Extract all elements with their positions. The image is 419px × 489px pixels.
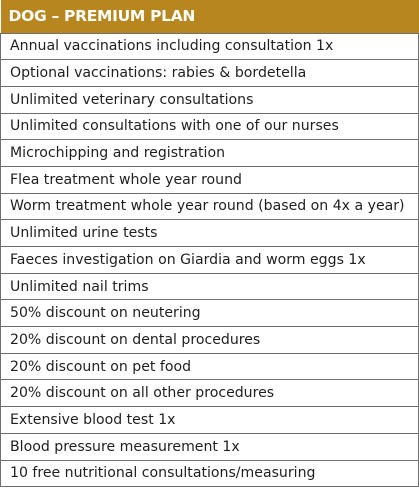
plan-item: Extensive blood test 1x (1, 407, 419, 434)
plan-item: 20% discount on dental procedures (1, 327, 419, 354)
plan-item: Unlimited urine tests (1, 220, 419, 247)
plan-item-row (1, 327, 419, 354)
plan-item: 20% discount on pet food (1, 353, 419, 380)
plan-item: 10 free nutritional consultations/measuring (1, 460, 419, 487)
plan-item-row (1, 140, 419, 167)
plan-item: Worm treatment whole year round (based on 4x a year) (1, 193, 419, 220)
plan-item-row (1, 193, 419, 220)
plan-item: Annual vaccinations including consultation 1x (1, 33, 419, 60)
plan-item-row (1, 407, 419, 434)
plan-item: Optional vaccinations: rabies & bordetella (1, 60, 419, 87)
plan-item: 20% discount on all other procedures (1, 380, 419, 407)
plan-item-row (1, 273, 419, 300)
plan-header-row (1, 0, 419, 33)
plan-item: Flea treatment whole year round (1, 166, 419, 193)
plan-item-row (1, 380, 419, 407)
plan-item-row (1, 86, 419, 113)
plan-item-row (1, 33, 419, 60)
plan-item-row (1, 166, 419, 193)
plan-item: Unlimited nail trims (1, 273, 419, 300)
plan-title: DOG – PREMIUM PLAN (1, 0, 419, 33)
plan-items (1, 33, 419, 487)
plan-item: Unlimited consultations with one of our nurses (1, 113, 419, 140)
plan-item-row (1, 220, 419, 247)
plan-item: Faeces investigation on Giardia and worm eggs 1x (1, 247, 419, 274)
plan-item-row (1, 300, 419, 327)
plan-item-row (1, 113, 419, 140)
plan-item: Microchipping and registration (1, 140, 419, 167)
plan-item: 50% discount on neutering (1, 300, 419, 327)
plan-item-row (1, 60, 419, 87)
plan-item-row (1, 460, 419, 487)
plan-item-row (1, 353, 419, 380)
plan-item-row (1, 433, 419, 460)
plan-item: Blood pressure measurement 1x (1, 433, 419, 460)
plan-item: Unlimited veterinary consultations (1, 86, 419, 113)
plan-item-row (1, 247, 419, 274)
